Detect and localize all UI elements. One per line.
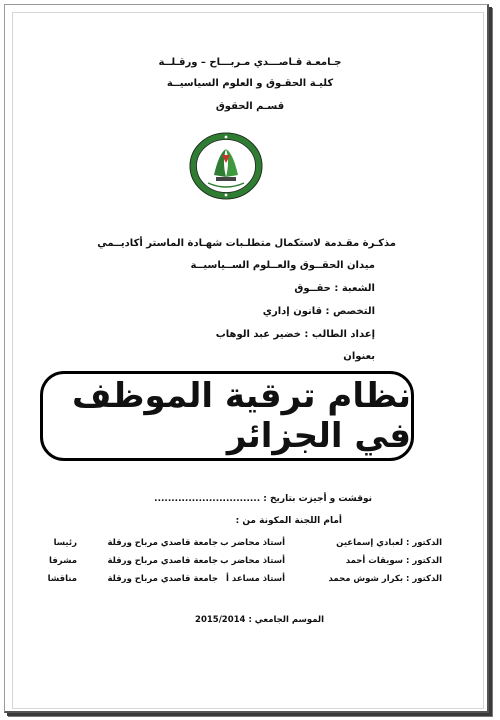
specialty-label: التخصص :: [325, 306, 375, 317]
branch-label: الشعبة :: [334, 283, 375, 294]
specialty-value: قانون إداري: [262, 306, 323, 317]
member-rank: أستاذ محاضر ب: [220, 556, 285, 566]
thesis-title: نظام ترقية الموظف في الجزائر: [72, 376, 411, 456]
member-university: جامعة قاصدي مرباح ورقلة: [107, 574, 218, 584]
member-name: الدكتور : لعبادي إسماعين: [336, 538, 442, 548]
university-name: جـامعـة قـاصـــدي مـربـــاح – ورقـلــة: [158, 57, 342, 68]
academic-year-value: 2015/2014: [195, 615, 246, 625]
member-rank: أستاذ محاضر ب: [220, 538, 285, 548]
thesis-title-box: [40, 371, 414, 461]
defense-date-label: نوقشت و أجيزت بتاريخ :: [263, 494, 372, 504]
committee-row: [0, 538, 500, 554]
faculty-name: كليـة الحقـوق و العلوم السياسيــة: [166, 78, 334, 89]
field-line: ميدان الحقــوق والعــلوم الســياسيــة: [190, 260, 375, 271]
inner-border: [12, 12, 484, 709]
student-line: [216, 329, 375, 340]
committee-row: [0, 556, 500, 572]
defense-date-line: [154, 494, 372, 504]
department-name: قسـم الحقوق: [215, 101, 285, 112]
academic-year-label: الموسم الجامعي :: [248, 615, 324, 625]
member-role: رئيسا: [53, 538, 77, 548]
branch-line: [294, 283, 375, 294]
member-name: الدكتور : سويقات أحمد: [345, 556, 442, 566]
specialty-line: [263, 306, 375, 317]
member-university: جامعة قاصدي مرباح ورقلة: [107, 556, 218, 566]
university-seal-icon: [186, 131, 266, 201]
branch-value: حقــوق: [294, 283, 331, 294]
student-value: خضير عبد الوهاب: [215, 329, 301, 340]
member-name: الدكتور : بكرار شوش محمد: [328, 574, 442, 584]
committee-row: [0, 574, 500, 590]
student-label: إعداد الطالب :: [304, 329, 375, 340]
member-role: مناقشا: [47, 574, 77, 584]
titled-label: بعنوان: [343, 351, 375, 362]
defense-date-placeholder: ...............................: [154, 494, 261, 504]
university-logo: [186, 131, 266, 201]
member-role: مشرفا: [49, 556, 77, 566]
member-university: جامعة قاصدي مرباح ورقلة: [107, 538, 218, 548]
memo-intro: مذكـرة مقـدمة لاستكمال متطلـبات شهـادة الماستر أكاديــمي: [97, 238, 396, 249]
member-rank: أستاذ مساعد أ: [226, 574, 285, 584]
committee-heading: أمام اللجنة المكونة من :: [235, 516, 342, 526]
academic-year-line: [195, 615, 324, 625]
